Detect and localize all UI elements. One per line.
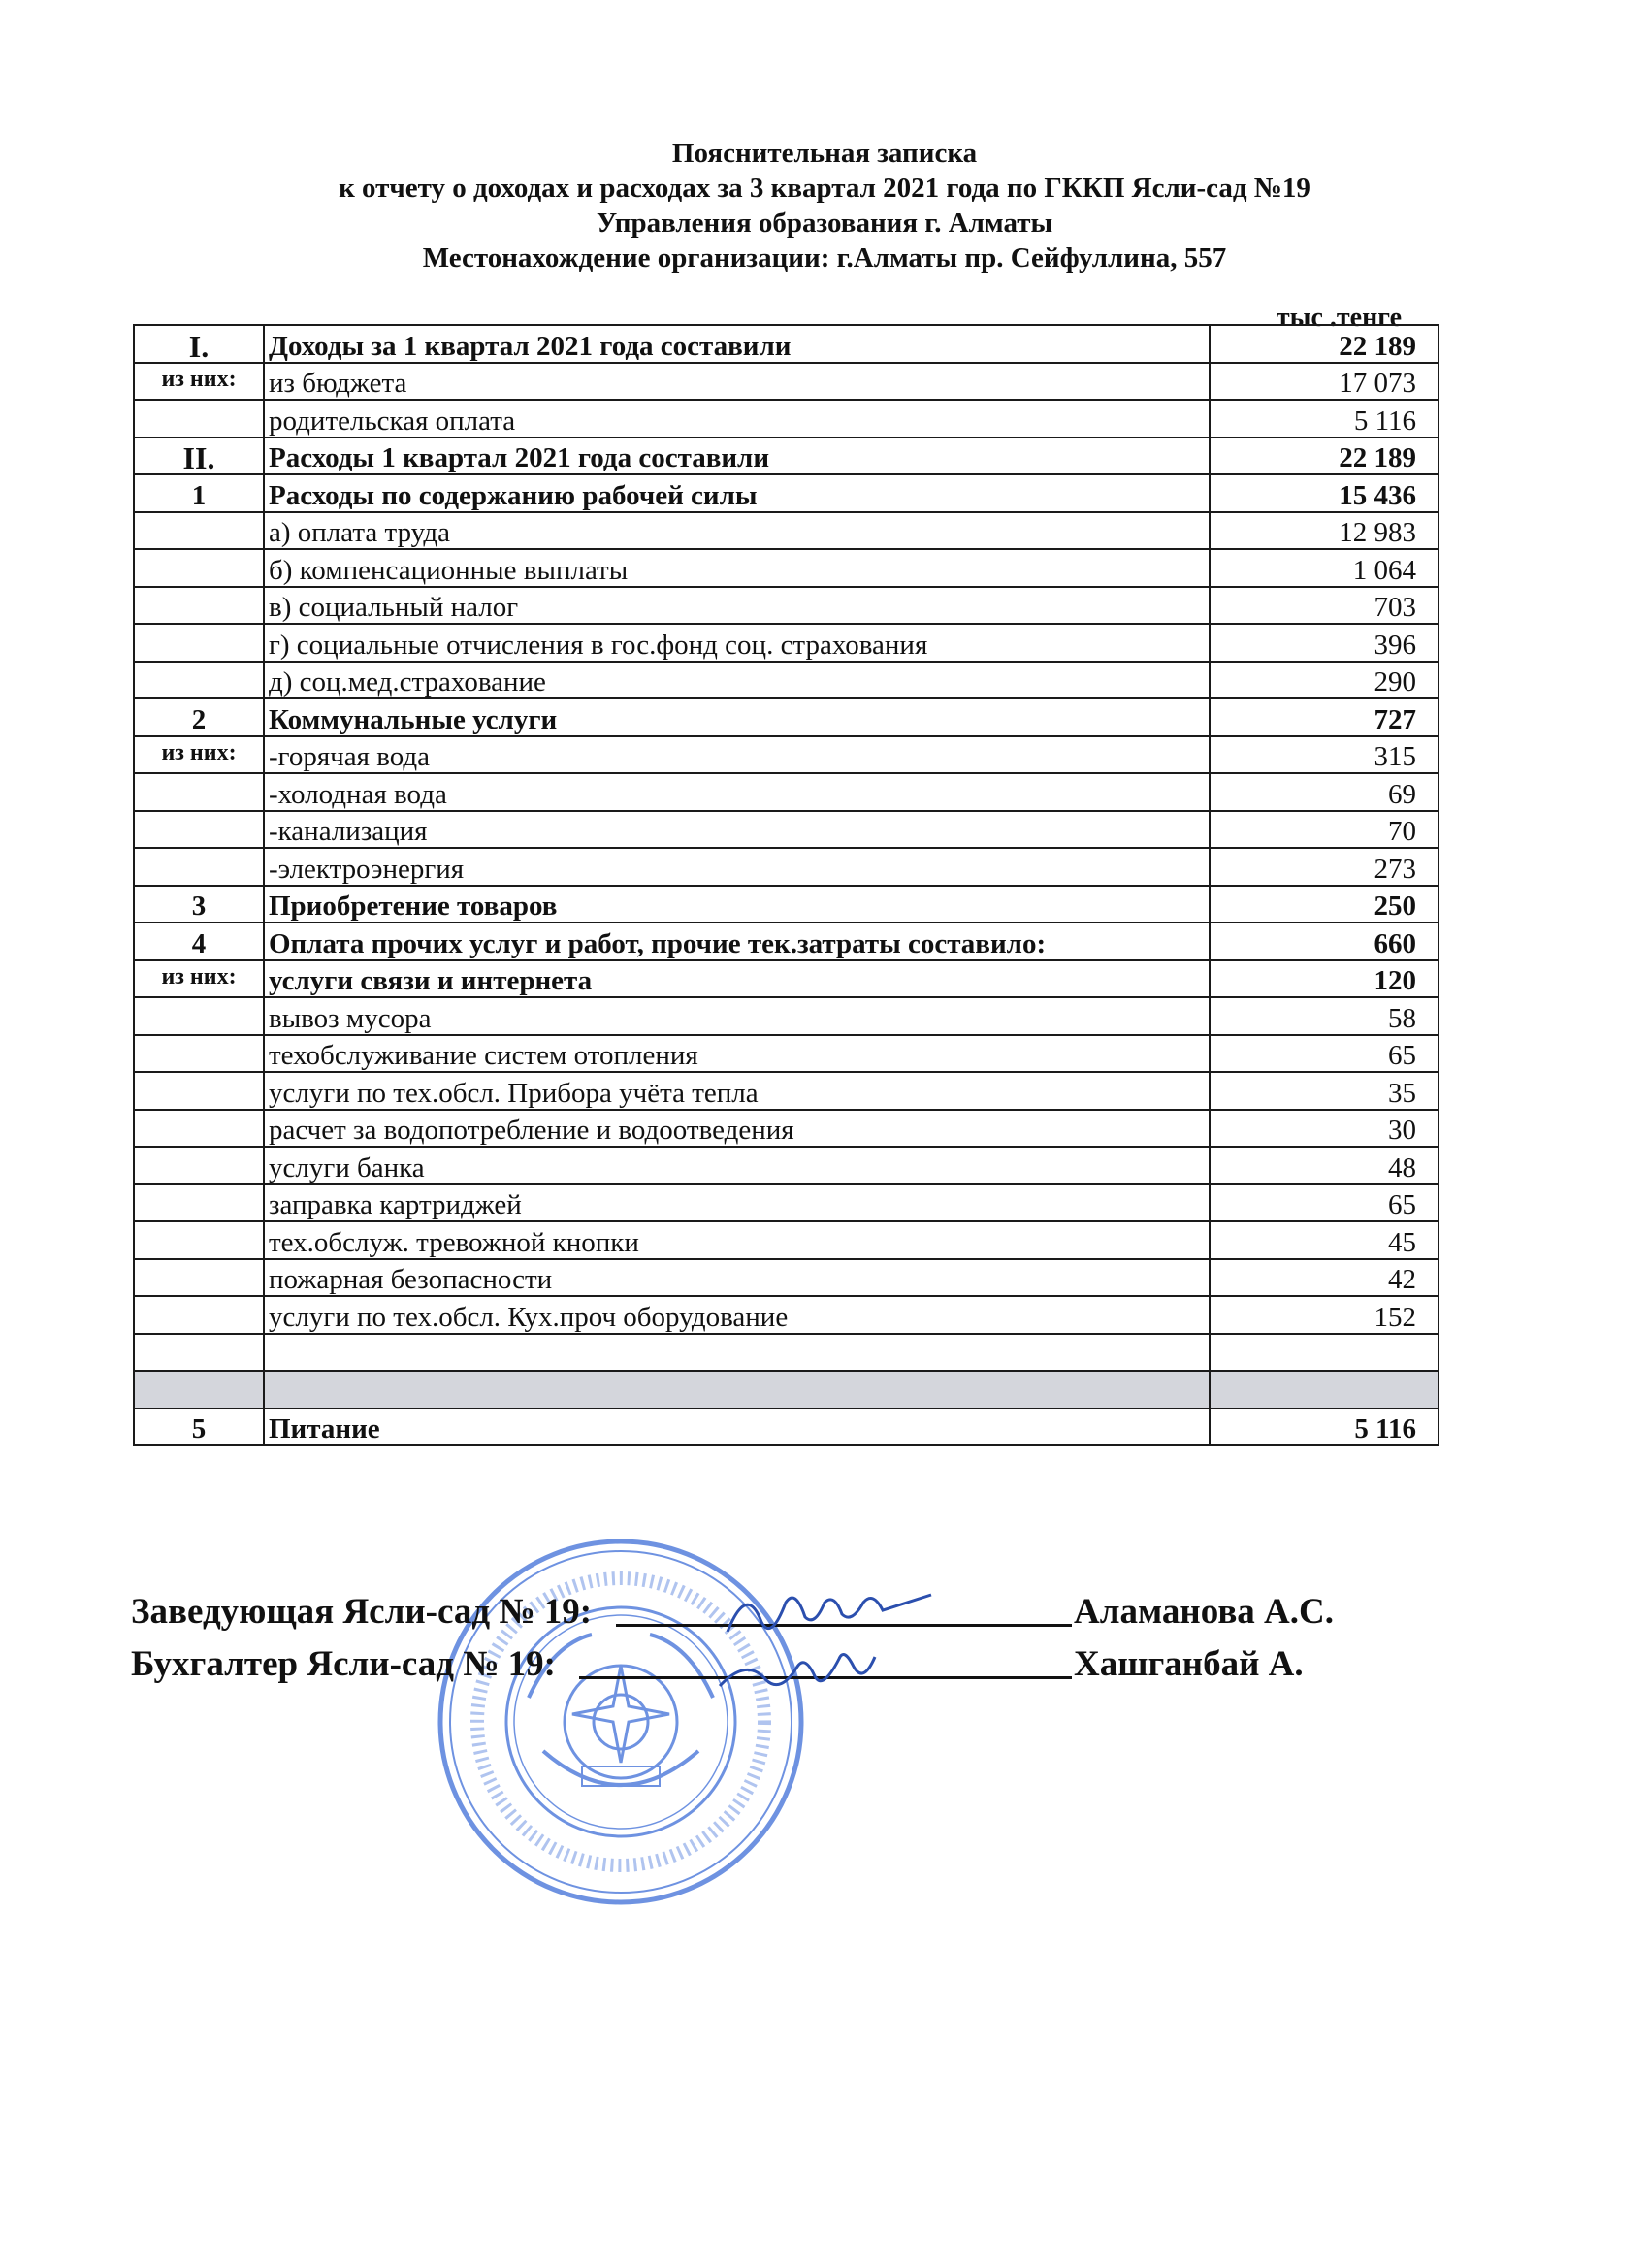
table-row xyxy=(134,1072,1439,1110)
row-value-cell: 315 xyxy=(1210,736,1439,774)
row-description-cell xyxy=(264,1371,1210,1409)
row-value-cell: 35 xyxy=(1210,1072,1439,1110)
row-number-cell xyxy=(134,1035,264,1073)
row-number-cell: из них: xyxy=(134,736,264,774)
accountant-title: Бухгалтер Ясли-сад № 19: xyxy=(131,1644,556,1684)
table-row xyxy=(134,1409,1439,1446)
table-row xyxy=(134,662,1439,699)
table-row xyxy=(134,549,1439,587)
accountant-handwritten-signature-icon xyxy=(708,1637,902,1705)
row-description-cell: б) компенсационные выплаты xyxy=(264,549,1210,587)
row-number-cell xyxy=(134,1184,264,1222)
row-value-cell: 17 073 xyxy=(1210,363,1439,401)
table-row xyxy=(134,363,1439,401)
row-value-cell: 727 xyxy=(1210,698,1439,736)
table-row xyxy=(134,848,1439,886)
row-value-cell xyxy=(1210,1334,1439,1372)
row-value-cell: 70 xyxy=(1210,811,1439,849)
row-number-cell xyxy=(134,587,264,625)
document-subtitle: к отчету о доходах и расходах за 3 квартал 2021 года по ГККП Ясли-сад №19 xyxy=(339,173,1310,204)
row-value-cell: 65 xyxy=(1210,1184,1439,1222)
row-number-cell xyxy=(134,1072,264,1110)
row-description-cell: Оплата прочих услуг и работ, прочие тек.затраты составило: xyxy=(264,923,1210,960)
row-value-cell xyxy=(1210,1371,1439,1409)
row-number-cell: 2 xyxy=(134,698,264,736)
currency-unit: тыс .тенге xyxy=(1276,303,1402,333)
table-row xyxy=(134,1296,1439,1334)
row-number-cell xyxy=(134,773,264,811)
table-row xyxy=(134,512,1439,550)
row-description-cell: услуги по тех.обсл. Прибора учёта тепла xyxy=(264,1072,1210,1110)
row-value-cell: 15 436 xyxy=(1210,474,1439,512)
table-row xyxy=(134,698,1439,736)
row-value-cell: 703 xyxy=(1210,587,1439,625)
row-value-cell: 396 xyxy=(1210,624,1439,662)
row-number-cell: 1 xyxy=(134,474,264,512)
table-row xyxy=(134,1371,1439,1409)
table-row xyxy=(134,1035,1439,1073)
row-value-cell: 45 xyxy=(1210,1221,1439,1259)
row-description-cell: Расходы по содержанию рабочей силы xyxy=(264,474,1210,512)
row-number-cell xyxy=(134,549,264,587)
row-number-cell xyxy=(134,1334,264,1372)
row-value-cell: 30 xyxy=(1210,1110,1439,1148)
row-description-cell: услуги связи и интернета xyxy=(264,960,1210,998)
table-row xyxy=(134,997,1439,1035)
row-value-cell: 660 xyxy=(1210,923,1439,960)
row-description-cell: вывоз мусора xyxy=(264,997,1210,1035)
row-number-cell xyxy=(134,811,264,849)
table-row xyxy=(134,886,1439,923)
row-value-cell: 42 xyxy=(1210,1259,1439,1297)
table-row xyxy=(134,1221,1439,1259)
row-number-cell xyxy=(134,1371,264,1409)
row-number-cell: из них: xyxy=(134,960,264,998)
table-body xyxy=(134,325,1439,1445)
row-description-cell: в) социальный налог xyxy=(264,587,1210,625)
row-number-cell xyxy=(134,512,264,550)
row-value-cell: 5 116 xyxy=(1210,1409,1439,1446)
row-value-cell: 48 xyxy=(1210,1147,1439,1184)
table-row xyxy=(134,400,1439,437)
table-row xyxy=(134,1147,1439,1184)
table-row xyxy=(134,811,1439,849)
row-description-cell: расчет за водопотребление и водоотведения xyxy=(264,1110,1210,1148)
row-description-cell: Расходы 1 квартал 2021 года составили xyxy=(264,437,1210,475)
table-row xyxy=(134,1110,1439,1148)
row-value-cell: 152 xyxy=(1210,1296,1439,1334)
table-row xyxy=(134,1334,1439,1372)
row-value-cell: 290 xyxy=(1210,662,1439,699)
row-description-cell xyxy=(264,1334,1210,1372)
row-description-cell: родительская оплата xyxy=(264,400,1210,437)
row-number-cell xyxy=(134,624,264,662)
row-value-cell: 22 189 xyxy=(1210,325,1439,363)
row-number-cell: из них: xyxy=(134,363,264,401)
row-description-cell: услуги по тех.обсл. Кух.проч оборудование xyxy=(264,1296,1210,1334)
table-row xyxy=(134,773,1439,811)
income-expense-table xyxy=(133,324,1439,1446)
row-number-cell xyxy=(134,1296,264,1334)
row-number-cell xyxy=(134,997,264,1035)
row-description-cell: Питание xyxy=(264,1409,1210,1446)
director-title: Заведующая Ясли-сад № 19: xyxy=(131,1592,593,1632)
table-row xyxy=(134,474,1439,512)
row-description-cell: д) соц.мед.страхование xyxy=(264,662,1210,699)
row-value-cell: 65 xyxy=(1210,1035,1439,1073)
table-row xyxy=(134,1184,1439,1222)
row-number-cell xyxy=(134,662,264,699)
table-row xyxy=(134,437,1439,475)
table-row xyxy=(134,587,1439,625)
document-header xyxy=(0,136,1649,275)
row-value-cell: 22 189 xyxy=(1210,437,1439,475)
table-row xyxy=(134,325,1439,363)
row-value-cell: 1 064 xyxy=(1210,549,1439,587)
row-description-cell: -горячая вода xyxy=(264,736,1210,774)
row-description-cell: Коммунальные услуги xyxy=(264,698,1210,736)
organization-address: Местонахождение организации: г.Алматы пр. Сейфуллина, 557 xyxy=(422,243,1227,274)
row-value-cell: 69 xyxy=(1210,773,1439,811)
table-row xyxy=(134,736,1439,774)
row-number-cell xyxy=(134,848,264,886)
row-description-cell: -электроэнергия xyxy=(264,848,1210,886)
row-number-cell xyxy=(134,1110,264,1148)
row-number-cell: 5 xyxy=(134,1409,264,1446)
row-number-cell: II. xyxy=(134,437,264,475)
row-description-cell: г) социальные отчисления в гос.фонд соц. страхования xyxy=(264,624,1210,662)
row-number-cell: 4 xyxy=(134,923,264,960)
row-number-cell: I. xyxy=(134,325,264,363)
table-row xyxy=(134,1259,1439,1297)
table-row xyxy=(134,960,1439,998)
director-name: Аламанова А.С. xyxy=(1074,1592,1334,1632)
document-title: Пояснительная записка xyxy=(671,138,978,169)
row-number-cell xyxy=(134,1259,264,1297)
row-value-cell: 250 xyxy=(1210,886,1439,923)
row-number-cell xyxy=(134,1147,264,1184)
row-description-cell: Доходы за 1 квартал 2021 года составили xyxy=(264,325,1210,363)
row-description-cell: услуги банка xyxy=(264,1147,1210,1184)
row-description-cell: Приобретение товаров xyxy=(264,886,1210,923)
row-number-cell xyxy=(134,400,264,437)
row-description-cell: а) оплата труда xyxy=(264,512,1210,550)
row-description-cell: -холодная вода xyxy=(264,773,1210,811)
row-value-cell: 120 xyxy=(1210,960,1439,998)
organization-department: Управления образования г. Алматы xyxy=(596,208,1053,239)
row-description-cell: -канализация xyxy=(264,811,1210,849)
row-number-cell: 3 xyxy=(134,886,264,923)
row-value-cell: 5 116 xyxy=(1210,400,1439,437)
row-value-cell: 273 xyxy=(1210,848,1439,886)
row-description-cell: из бюджета xyxy=(264,363,1210,401)
row-description-cell: заправка картриджей xyxy=(264,1184,1210,1222)
accountant-name: Хашганбай А. xyxy=(1074,1644,1304,1684)
row-description-cell: пожарная безопасности xyxy=(264,1259,1210,1297)
table-row xyxy=(134,624,1439,662)
row-value-cell: 58 xyxy=(1210,997,1439,1035)
table-row xyxy=(134,923,1439,960)
row-number-cell xyxy=(134,1221,264,1259)
row-description-cell: техобслуживание систем отопления xyxy=(264,1035,1210,1073)
row-description-cell: тех.обслуж. тревожной кнопки xyxy=(264,1221,1210,1259)
row-value-cell: 12 983 xyxy=(1210,512,1439,550)
